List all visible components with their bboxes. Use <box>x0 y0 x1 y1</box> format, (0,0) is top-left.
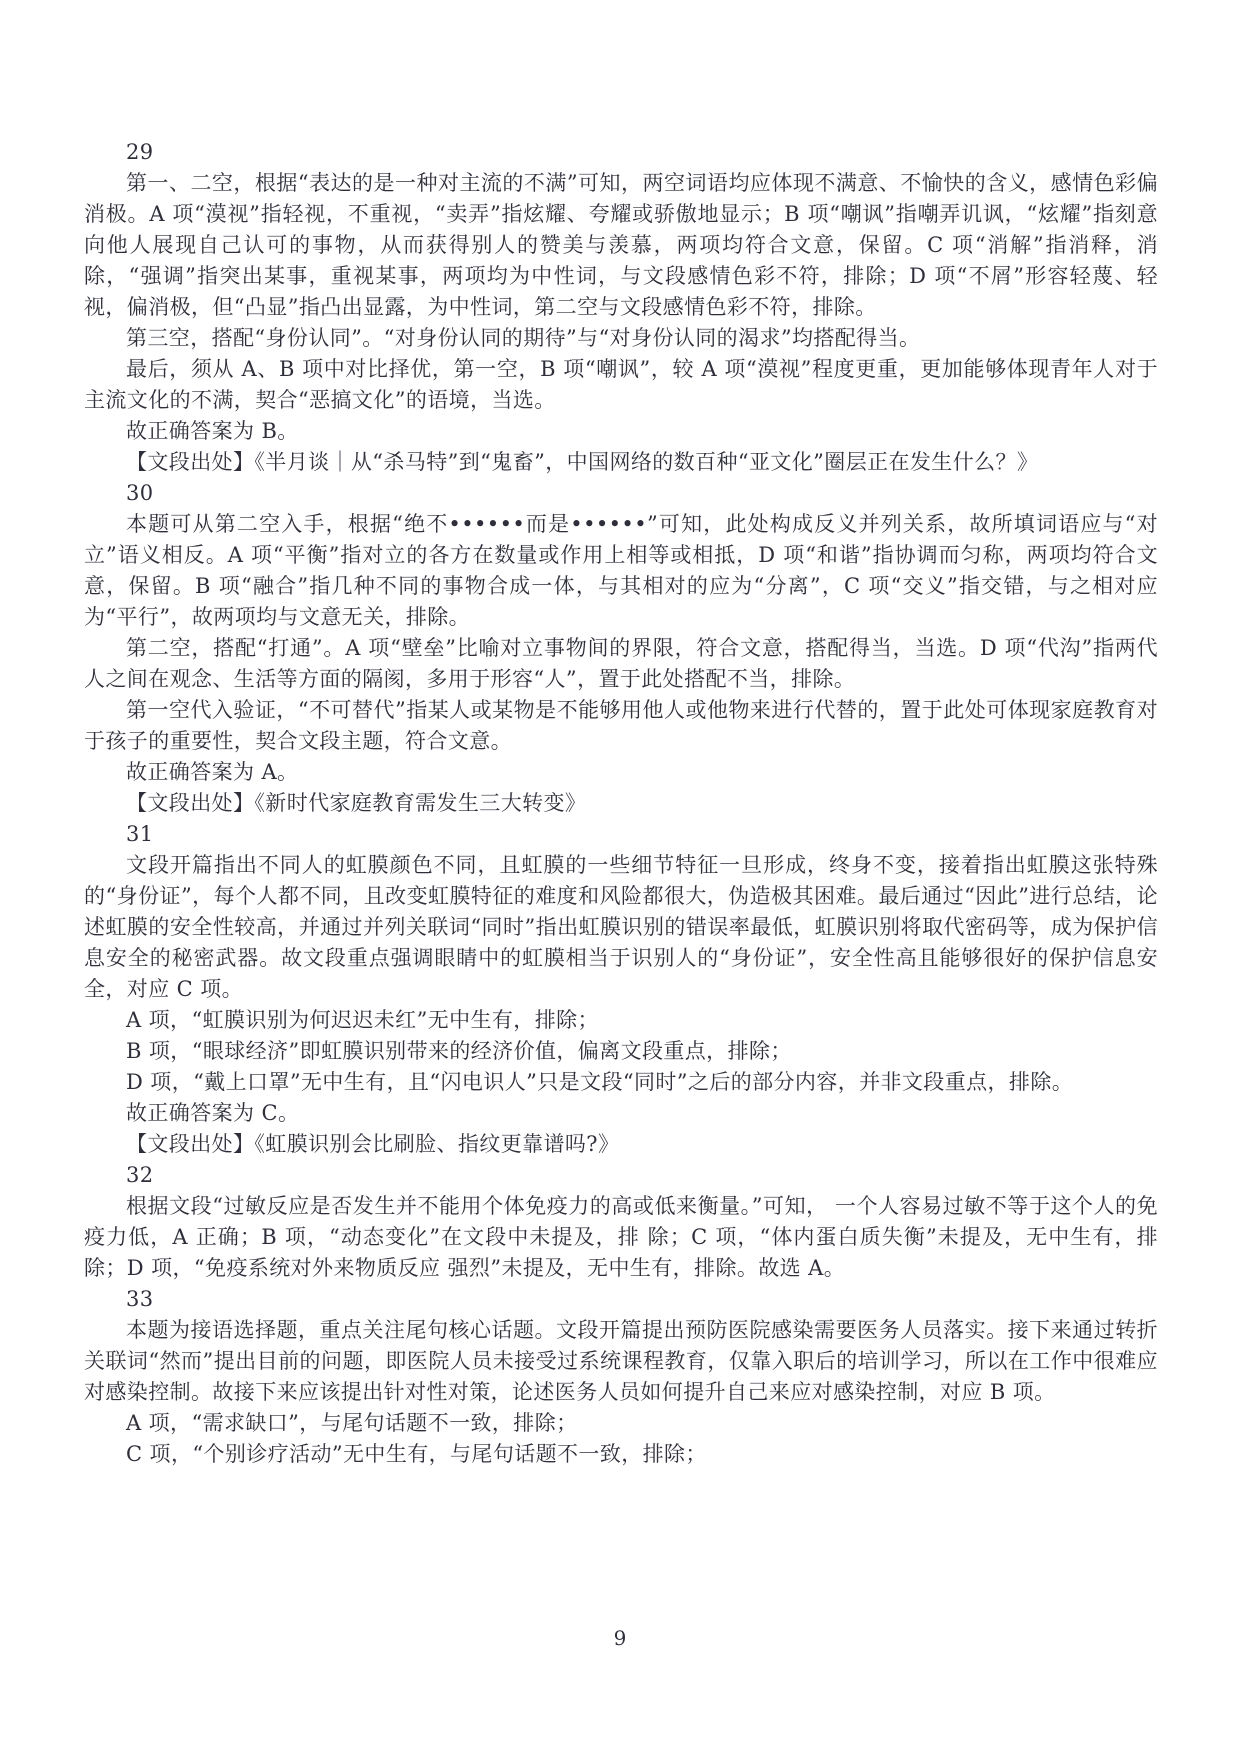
answer-line: 故正确答案为 A。 <box>126 760 299 784</box>
source-line: 【文段出处】《新时代家庭教育需发生三大转变》 <box>126 791 587 815</box>
paragraph: 第三空，搭配“身份认同”。“对身份认同的期待”与“对身份认同的渴求”均搭配得当。 <box>126 326 921 350</box>
paragraph: 根据文段“过敏反应是否发生并不能用个体免疫力的高或低来衡量。”可知， 一个人容易过敏不等于这个人的免疫力低，A 正确；B 项，“动态变化”在文段中未提及，排 除；C 项，“体内蛋白质失衡”未提及，无中生有，排除；D 项，“免疫系统对外来物质反应 强烈”未提及，无中生有，排除。故选 A。 <box>84 1194 1158 1280</box>
page-number: 9 <box>613 1626 627 1650</box>
answer-line: 故正确答案为 C。 <box>126 1101 300 1125</box>
paragraph: 本题可从第二空入手，根据“绝不••••••而是••••••”可知，此处构成反义并列关系，故所填词语应与“对立”语义相反。A 项“平衡”指对立的各方在数量或作用上相等或相抵，D 项“和谐”指协调而匀称，两项均符合文意，保留。B 项“融合”指几种不同的事物合成一体，与其相对的应为“分离”，C 项“交义”指交错，与之相对应为“平行”，故两项均与文意无关，排除。 <box>84 512 1158 629</box>
option-line: A 项，“虹膜识别为何迟迟未红”无中生有，排除； <box>126 1008 599 1032</box>
answer-line: 故正确答案为 B。 <box>126 419 299 443</box>
option-line: B 项，“眼球经济”即虹膜识别带来的经济价值，偏离文段重点，排除； <box>126 1039 792 1063</box>
paragraph: 第二空，搭配“打通”。A 项“壁垒”比喻对立事物间的界限，符合文意，搭配得当，当选。D 项“代沟”指两代人之间在观念、生活等方面的隔阂，多用于形容“人”，置于此处搭配不当，排除。 <box>84 636 1158 691</box>
section-number-32: 32 <box>126 1163 154 1187</box>
paragraph: 第一、二空，根据“表达的是一种对主流的不满”可知，两空词语均应体现不满意、不愉快的含义，感情色彩偏消极。A 项“漠视”指轻视，不重视，“卖弄”指炫耀、夸耀或骄傲地显示；B 项“嘲讽”指嘲弄讥讽，“炫耀”指刻意向他人展现自己认可的事物，从而获得别人的赞美与羡慕，两项均符合文意，保留。C 项“消解”指消释，消除，“强调”指突出某事，重视某事，两项均为中性词，与文段感情色彩不符，排除；D 项“不屑”形容轻蔑、轻视，偏消极，但“凸显”指凸出显露，为中性词，第二空与文段感情色彩不符，排除。 <box>84 171 1158 319</box>
source-line: 【文段出处】《半月谈｜从“杀马特”到“鬼畜”，中国网络的数百种“亚文化”圈层正在发生什么？》 <box>126 450 1039 474</box>
page-footer <box>0 1624 1240 1652</box>
document-text-body <box>84 137 1158 1470</box>
paragraph: 最后，须从 A、B 项中对比择优，第一空，B 项“嘲讽”，较 A 项“漠视”程度更重，更加能够体现青年人对于主流文化的不满，契合“恶搞文化”的语境，当选。 <box>84 357 1158 412</box>
option-line: D 项，“戴上口罩”无中生有，且“闪电识人”只是文段“同时”之后的部分内容，并非文段重点，排除。 <box>126 1070 1074 1094</box>
section-number-31: 31 <box>126 822 154 846</box>
paragraph: 文段开篇指出不同人的虹膜颜色不同，且虹膜的一些细节特征一旦形成，终身不变，接着指出虹膜这张特殊的“身份证”，每个人都不同，且改变虹膜特征的难度和风险都很大，伪造极其困难。最后通过“因此”进行总结，论述虹膜的安全性较高，并通过并列关联词“同时”指出虹膜识别的错误率最低，虹膜识别将取代密码等，成为保护信息安全的秘密武器。故文段重点强调眼睛中的虹膜相当于识别人的“身份证”，安全性高且能够很好的保护信息安全，对应 C 项。 <box>84 853 1158 1001</box>
paragraph: 第一空代入验证，“不可替代”指某人或某物是不能够用他人或他物来进行代替的，置于此处可体现家庭教育对于孩子的重要性，契合文段主题，符合文意。 <box>84 698 1158 753</box>
option-line: A 项，“需求缺口”，与尾句话题不一致，排除； <box>126 1411 578 1435</box>
section-number-29: 29 <box>126 140 154 164</box>
source-line: 【文段出处】《虹膜识别会比刷脸、指纹更靠谱吗?》 <box>126 1132 620 1156</box>
section-number-33: 33 <box>126 1287 154 1311</box>
option-line: C 项，“个别诊疗活动”无中生有，与尾句话题不一致，排除； <box>126 1442 707 1466</box>
section-number-30: 30 <box>126 481 154 505</box>
paragraph: 本题为接语选择题，重点关注尾句核心话题。文段开篇提出预防医院感染需要医务人员落实。接下来通过转折关联词“然而”提出目前的问题，即医院人员未接受过系统课程教育，仅靠入职后的培训学习，所以在工作中很难应对感染控制。故接下来应该提出针对性对策，论述医务人员如何提升自己来应对感染控制，对应 B 项。 <box>84 1318 1158 1404</box>
